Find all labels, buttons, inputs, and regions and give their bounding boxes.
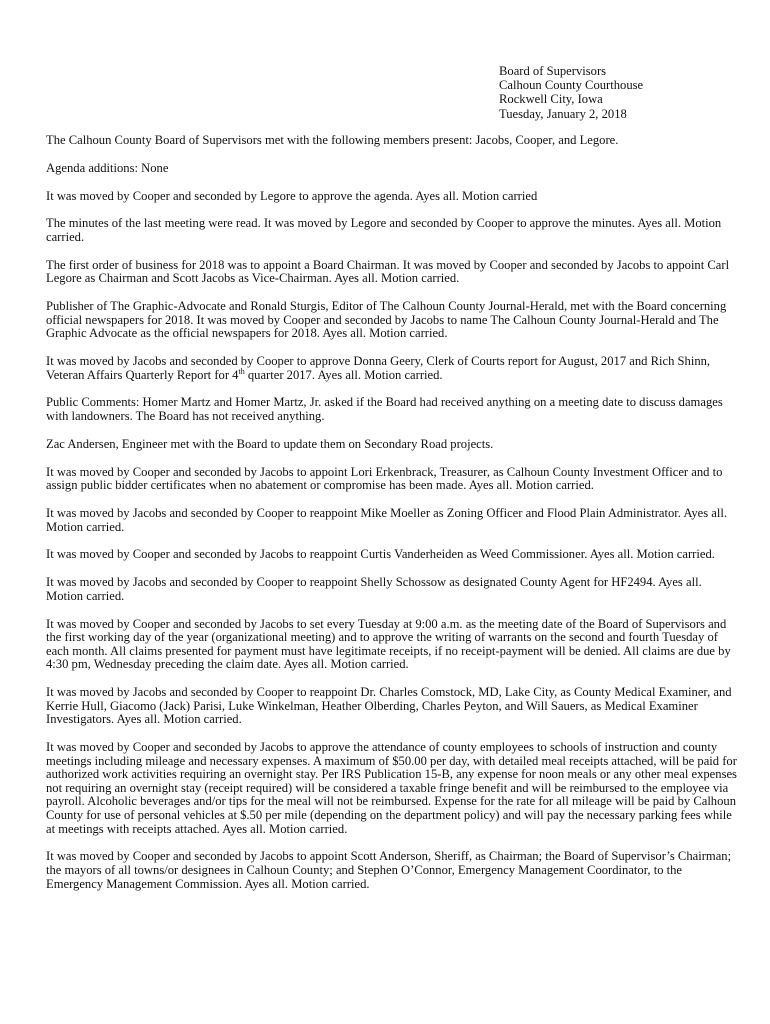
header-location: Calhoun County Courthouse [499,78,644,93]
paragraph-approve-minutes: The minutes of the last meeting were read. It was moved by Legore and seconded by Cooper to approve the minutes. Ayes all. Motion carried. [46,216,722,244]
header-organization: Board of Supervisors [499,64,607,78]
paragraph-county-agent: It was moved by Jacobs and seconded by Cooper to reappoint Shelly Schossow as designated County Agent for HF2494. Ayes all. Motion carried. [46,575,702,603]
paragraph-members-present: The Calhoun County Board of Supervisors met with the following members present: Jacobs, Cooper, and Legore. [46,133,619,147]
paragraph-employee-expenses: It was moved by Cooper and seconded by Jacobs to approve the attendance of county employees to schools of instruction and county meetings including mileage and necessary expenses. A maximum of $50.00 per day, with detailed meal receipts attached, will be paid for authorized work activities requiring an overnight stay. Per IRS Publication 15-B, any expense for noon meals or any other meal expenses not requiring an overnight stay (receipt required) will be considered a taxable fringe benefit and will be reimbursed to the employee via payroll. Alcoholic beverages and/or tips for the meal will not be reimbursed. Expense for the rate for all mileage will be paid by Calhoun County for use of personal vehicles at $.50 per mile (depending on the department policy) and will pay the necessary parking fees while at meetings with receipts attached. Ayes all. Motion carried. [46,740,737,836]
paragraph-clerk-report [46,355,738,382]
ordinal-superscript: th [238,366,245,376]
paragraph-official-newspapers: Publisher of The Graphic-Advocate and Ronald Sturgis, Editor of The Calhoun County Journal-Herald, met with the Board concerning official newspapers for 2018. It was moved by Cooper and seconded by Jacobs to name The Calhoun County Journal-Herald and The Graphic Advocate as the official newspapers for 2018. Ayes all. Motion carried. [46,299,727,341]
paragraph-appoint-chairman: The first order of business for 2018 was to appoint a Board Chairman. It was moved by Cooper and seconded by Jacobs to appoint Carl Legore as Chairman and Scott Jacobs as Vice-Chairman. Ayes all. Motion carried. [46,257,730,286]
paragraph-medical-examiner: It was moved by Jacobs and seconded by Cooper to reappoint Dr. Charles Comstock, MD, Lake City, as County Medical Examiner, and Kerrie Hull, Giacomo (Jack) Parisi, Luke Winkelman, Heather Olberding, Charles Peyton, and Will Sauers, as Medical Examiner Investigators. Ayes all. Motion carried. [46,685,732,727]
paragraph-clerk-report-text-a: It was moved by Jacobs and seconded by Cooper to approve Donna Geery, Clerk of Courts report for August, 2017 and Rich Shinn, Veteran Affairs Quarterly Report for 4 [46,354,711,382]
paragraph-zoning-officer: It was moved by Jacobs and seconded by Cooper to reappoint Mike Moeller as Zoning Officer and Flood Plain Administrator. Ayes all. Motion carried. [46,505,727,534]
paragraph-investment-officer: It was moved by Cooper and seconded by Jacobs to appoint Lori Erkenbrack, Treasurer, as Calhoun County Investment Officer and to assign public bidder certificates when no abatement or compromise has been made. Ayes all. Motion carried. [46,464,723,493]
header-date: Tuesday, January 2, 2018 [499,106,627,121]
document-header [499,64,643,121]
header-city: Rockwell City, Iowa [499,92,603,107]
paragraph-engineer-update: Zac Andersen, Engineer met with the Board to update them on Secondary Road projects. [46,436,494,451]
paragraph-public-comments: Public Comments: Homer Martz and Homer Martz, Jr. asked if the Board had received anything on a meeting date to discuss damages with landowners. The Board has not received anything. [46,395,723,424]
paragraph-approve-agenda: It was moved by Cooper and seconded by Legore to approve the agenda. Ayes all. Motion carried [46,188,538,203]
paragraph-meeting-schedule: It was moved by Cooper and seconded by Jacobs to set every Tuesday at 9:00 a.m. as the meeting date of the Board of Supervisors and the first working day of the year (organizational meeting) and to approve the writing of warrants on the second and fourth Tuesday of each month. All claims presented for payment must have legitimate receipts, if no receipt-payment will be denied. All claims are due by 4:30 pm, Wednesday preceding the claim date. Ayes all. Motion carried. [46,616,731,672]
minutes-body [46,134,738,905]
paragraph-clerk-report-text-b: quarter 2017. Ayes all. Motion carried. [244,367,443,382]
paragraph-emergency-management: It was moved by Cooper and seconded by Jacobs to appoint Scott Anderson, Sheriff, as Chairman; the Board of Supervisor’s Chairman; the mayors of all towns/or designees in Calhoun County; and Stephen O’Connor, Emergency Management Coordinator, to the Emergency Management Commission. Ayes all. Motion carried. [46,849,732,891]
paragraph-weed-commissioner: It was moved by Cooper and seconded by Jacobs to reappoint Curtis Vanderheiden as Weed Commissioner. Ayes all. Motion carried. [46,547,715,562]
paragraph-agenda-additions: Agenda additions: None [46,160,169,175]
